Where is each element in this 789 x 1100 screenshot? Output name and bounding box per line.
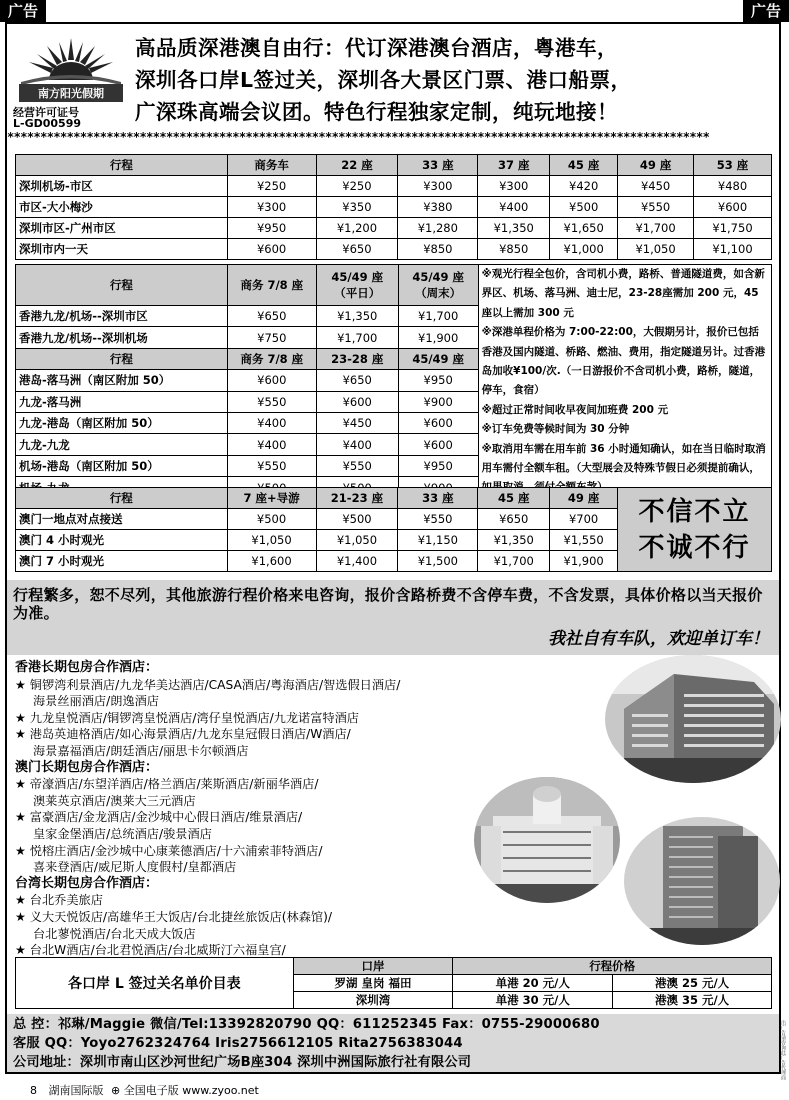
table-row bbox=[16, 239, 772, 260]
tw-hotels-title: 台湾长期包房合作酒店： bbox=[15, 875, 159, 891]
note: ※订车免费等候时间为 30 分钟 bbox=[481, 423, 630, 436]
license-label: 经营许可证号 bbox=[13, 106, 79, 119]
route-cell: 九龙-九龙 bbox=[16, 434, 228, 455]
slogan-line: 不信不立 bbox=[638, 496, 751, 527]
route-cell: 九龙-港岛（南区附加 50） bbox=[16, 413, 228, 434]
price-cell: ¥1,550 bbox=[550, 530, 618, 551]
note: ※取消用车需在用车前 36 小时通知确认，如在当日临时取消用车需付全额车租。（大型展会及特殊节假日必须提前确认， bbox=[481, 442, 766, 475]
col-header: 商务车 bbox=[227, 155, 316, 176]
price-cell: ¥400 bbox=[316, 434, 398, 455]
col-header: 45 座 bbox=[550, 155, 618, 176]
note: ※深港单程价格为 7:00-22:00，大假期另计，报价已包括香港及国内隧道、桥路、燃油、费用，指定隧道另计。过香港岛加收¥100/次.（一日游报价不含司机小费，路桥，隧道，停车，食宿） bbox=[481, 326, 766, 397]
price-cell: ¥450 bbox=[316, 413, 398, 434]
list-item: ★ 台北W酒店/台北君悦酒店/台北威斯汀六福皇宫/ bbox=[15, 943, 286, 958]
price-cell: ¥550 bbox=[398, 509, 478, 530]
price-cell: 单港 30 元/人 bbox=[453, 992, 613, 1009]
col-header: 7 座+导游 bbox=[227, 488, 316, 509]
macau-price-table bbox=[15, 487, 772, 572]
price-cell: ¥400 bbox=[478, 197, 550, 218]
col-header: 49 座 bbox=[618, 155, 694, 176]
price-cell: ¥1,900 bbox=[398, 327, 478, 348]
mo-hotels-title: 澳门长期包房合作酒店： bbox=[15, 759, 159, 775]
col-header: 行程 bbox=[16, 265, 228, 306]
price-cell: ¥1,650 bbox=[550, 218, 618, 239]
price-cell: ¥1,750 bbox=[694, 218, 772, 239]
route-cell: 港岛-落马洲（南区附加 50） bbox=[16, 370, 228, 391]
price-cell: ¥1,050 bbox=[316, 530, 398, 551]
globe-icon: ⊕ bbox=[111, 1084, 121, 1097]
hotel-photo-macau bbox=[473, 776, 621, 904]
headline-line: 高品质深港澳自由行：代订深港澳台酒店，粤港车， bbox=[135, 36, 618, 60]
price-cell: ¥1,600 bbox=[227, 551, 316, 572]
table-header-row bbox=[16, 155, 772, 176]
route-cell: 香港九龙/机场--深圳市区 bbox=[16, 305, 228, 326]
hongkong-price-table bbox=[15, 264, 772, 499]
price-cell: ¥400 bbox=[227, 413, 316, 434]
price-cell: ¥950 bbox=[227, 218, 316, 239]
col-header: 22 座 bbox=[316, 155, 398, 176]
price-cell: 单港 20 元/人 bbox=[453, 975, 613, 992]
price-cell: ¥500 bbox=[227, 509, 316, 530]
col-header: 行程 bbox=[16, 155, 228, 176]
price-cell: ¥600 bbox=[398, 434, 478, 455]
route-cell: 九龙-落马洲 bbox=[16, 391, 228, 412]
header bbox=[7, 24, 779, 142]
col-header: 21-23 座 bbox=[316, 488, 398, 509]
price-cell: ¥1,700 bbox=[316, 327, 398, 348]
page-footer bbox=[30, 1082, 259, 1098]
route-cell: 市区-大小梅沙 bbox=[16, 197, 228, 218]
col-header: 37 座 bbox=[478, 155, 550, 176]
price-cell: ¥450 bbox=[618, 176, 694, 197]
price-cell: ¥600 bbox=[227, 370, 316, 391]
price-cell: ¥250 bbox=[227, 176, 316, 197]
price-cell: ¥850 bbox=[478, 239, 550, 260]
l-visa-title: 各口岸 L 签过关名单价目表 bbox=[16, 958, 294, 1009]
headline-line: 广深珠高端会议团。特色行程独家定制，纯玩地接！ bbox=[135, 100, 618, 124]
route-cell: 澳门一地点对点接送 bbox=[16, 509, 228, 530]
list-item: 皇家金堡酒店/总统酒店/骏景酒店 bbox=[33, 826, 212, 841]
price-cell: ¥550 bbox=[618, 197, 694, 218]
route-cell: 澳门 4 小时观光 bbox=[16, 530, 228, 551]
list-item: 喜来登酒店/威尼斯人度假村/皇都酒店 bbox=[33, 860, 237, 875]
hk-hotels-title: 香港长期包房合作酒店： bbox=[15, 660, 159, 675]
price-cell: ¥1,100 bbox=[694, 239, 772, 260]
slogan-cell bbox=[618, 488, 772, 572]
notice-band bbox=[7, 580, 779, 655]
side-note: 出广告请咨询此广告代理商 bbox=[780, 1020, 786, 1080]
list-item: ★ 悦榕庄酒店/金沙城中心康莱德酒店/十六浦索菲特酒店/ bbox=[15, 843, 323, 858]
price-cell: ¥1,350 bbox=[478, 530, 550, 551]
price-cell: 港澳 25 元/人 bbox=[613, 975, 772, 992]
col-header: 行程价格 bbox=[453, 958, 772, 975]
col-header-line: 45/49 座 bbox=[412, 269, 465, 284]
price-cell: ¥1,350 bbox=[478, 218, 550, 239]
ad-label-left: 广告 bbox=[0, 0, 46, 22]
price-cell: ¥480 bbox=[694, 176, 772, 197]
price-cell: ¥420 bbox=[550, 176, 618, 197]
list-item: ★ 铜锣湾利景酒店/九龙华美达酒店/CASA酒店/粤海酒店/智选假日酒店/ bbox=[15, 677, 401, 692]
headline bbox=[135, 32, 775, 128]
note: ※观光行程全包价，含司机小费，路桥、普通隧道费，如含新界区、机场、落马洲、迪士尼，23-28座需加 200 元，45 座以上需加 300 元 bbox=[481, 268, 765, 319]
price-cell: ¥380 bbox=[398, 197, 478, 218]
table-header-row bbox=[16, 265, 772, 306]
price-cell: ¥300 bbox=[398, 176, 478, 197]
contact-band bbox=[7, 1014, 779, 1072]
shenzhen-price-table bbox=[15, 154, 772, 260]
col-header: 49 座 bbox=[550, 488, 618, 509]
table-row bbox=[16, 197, 772, 218]
list-item: ★ 九龙皇悦酒店/铜锣湾皇悦酒店/湾仔皇悦酒店/九龙诺富特酒店 bbox=[15, 710, 359, 725]
contact-line: 客服 QQ：Yoyo2762324764 Iris2756612105 Rita2756383044 bbox=[13, 1036, 463, 1051]
price-cell: ¥1,150 bbox=[398, 530, 478, 551]
logo-name: 南方阳光假期 bbox=[19, 84, 123, 102]
list-item: 澳莱英京酒店/澳莱大三元酒店 bbox=[33, 793, 196, 808]
list-item: 海景丝丽酒店/朗逸酒店 bbox=[33, 694, 159, 709]
col-header-line: （平日） bbox=[334, 285, 381, 300]
note: ※超过正常时间收早夜间加班费 200 元 bbox=[481, 403, 669, 416]
price-cell: ¥600 bbox=[694, 197, 772, 218]
col-header: 行程 bbox=[16, 488, 228, 509]
route-cell: 澳门 7 小时观光 bbox=[16, 551, 228, 572]
price-cell: ¥1,400 bbox=[316, 551, 398, 572]
list-item: ★ 台北乔美旅店 bbox=[15, 893, 103, 908]
price-cell: ¥500 bbox=[316, 509, 398, 530]
price-cell: ¥1,700 bbox=[478, 551, 550, 572]
table-row bbox=[16, 218, 772, 239]
price-cell: ¥250 bbox=[316, 176, 398, 197]
port-cell: 罗湖 皇岗 福田 bbox=[293, 975, 453, 992]
route-cell: 深圳市内一天 bbox=[16, 239, 228, 260]
price-cell: ¥650 bbox=[478, 509, 550, 530]
list-item: 台北蓼悦酒店/台北天成大饭店 bbox=[33, 926, 196, 941]
ad-label-right: 广告 bbox=[743, 0, 789, 22]
price-cell: ¥1,500 bbox=[398, 551, 478, 572]
contact-line: 总 控：祁琳/Maggie 微信/Tel:13392820790 QQ：611252345 Fax：0755-29000680 bbox=[13, 1017, 600, 1032]
port-cell: 深圳湾 bbox=[293, 992, 453, 1009]
col-header: 33 座 bbox=[398, 488, 478, 509]
site-label: 全国电子版 www.zyoo.net bbox=[123, 1084, 259, 1097]
price-cell: ¥300 bbox=[227, 197, 316, 218]
price-cell: ¥500 bbox=[550, 197, 618, 218]
price-cell: ¥750 bbox=[227, 327, 316, 348]
list-item: ★ 帝濠酒店/东望洋酒店/格兰酒店/莱斯酒店/新丽华酒店/ bbox=[15, 777, 319, 792]
col-header bbox=[398, 265, 478, 306]
col-header bbox=[316, 265, 398, 306]
price-cell: ¥1,700 bbox=[618, 218, 694, 239]
price-cell: ¥1,700 bbox=[398, 305, 478, 326]
list-item: ★ 义大天悦饭店/高雄华王大饭店/台北捷丝旅饭店(林森馆)/ bbox=[15, 909, 332, 924]
price-cell: ¥1,350 bbox=[316, 305, 398, 326]
route-cell: 香港九龙/机场--深圳机场 bbox=[16, 327, 228, 348]
col-header: 23-28 座 bbox=[316, 348, 398, 369]
route-cell: 机场-港岛（南区附加 50） bbox=[16, 455, 228, 476]
price-cell: ¥1,050 bbox=[618, 239, 694, 260]
price-cell: ¥550 bbox=[316, 455, 398, 476]
l-visa-price-table bbox=[15, 957, 772, 1009]
price-cell: ¥900 bbox=[398, 391, 478, 412]
price-cell: ¥650 bbox=[316, 239, 398, 260]
col-header: 口岸 bbox=[293, 958, 453, 975]
price-cell: ¥550 bbox=[227, 455, 316, 476]
notice-text: 行程繁多，恕不尽列，其他旅游行程价格来电咨询，报价含路桥费不含停车费，不含发票，具体价格以当天报价为准。 bbox=[13, 586, 763, 622]
price-cell: ¥1,900 bbox=[550, 551, 618, 572]
fleet-slogan: 我社自有车队，欢迎单订车！ bbox=[548, 629, 769, 649]
price-cell: ¥350 bbox=[316, 197, 398, 218]
col-header-line: 45/49 座 bbox=[331, 269, 384, 284]
hotel-photo-taiwan bbox=[623, 816, 781, 946]
col-header: 45/49 座 bbox=[398, 348, 478, 369]
list-item: 海景嘉福酒店/朗廷酒店/丽思卡尔顿酒店 bbox=[33, 743, 249, 758]
price-cell: ¥600 bbox=[398, 413, 478, 434]
page-number: 8 bbox=[30, 1084, 37, 1097]
col-header: 53 座 bbox=[694, 155, 772, 176]
table-row bbox=[16, 176, 772, 197]
col-header-line: （周末） bbox=[415, 285, 462, 300]
notes-cell bbox=[478, 265, 771, 499]
price-cell: ¥1,200 bbox=[316, 218, 398, 239]
table-header-row bbox=[16, 958, 772, 975]
price-cell: 港澳 35 元/人 bbox=[613, 992, 772, 1009]
price-cell: ¥950 bbox=[398, 455, 478, 476]
route-cell: 深圳市区-广州市区 bbox=[16, 218, 228, 239]
list-item: ★ 富豪酒店/金龙酒店/金沙城中心假日酒店/维景酒店/ bbox=[15, 810, 303, 825]
price-cell: ¥850 bbox=[398, 239, 478, 260]
price-cell: ¥950 bbox=[398, 370, 478, 391]
price-cell: ¥600 bbox=[227, 239, 316, 260]
col-header: 商务 7/8 座 bbox=[227, 265, 316, 306]
price-cell: ¥400 bbox=[227, 434, 316, 455]
ad-frame bbox=[5, 22, 781, 1074]
price-cell: ¥1,000 bbox=[550, 239, 618, 260]
hotel-photo-hk bbox=[604, 654, 782, 784]
col-header: 33 座 bbox=[398, 155, 478, 176]
price-cell: ¥650 bbox=[227, 305, 316, 326]
price-cell: ¥300 bbox=[478, 176, 550, 197]
price-cell: ¥600 bbox=[316, 391, 398, 412]
table-header-row bbox=[16, 488, 772, 509]
star-divider: ********************************************************************************************************** bbox=[7, 132, 710, 142]
price-cell: ¥650 bbox=[316, 370, 398, 391]
license-number: L-GD00599 bbox=[13, 117, 82, 130]
price-cell: ¥1,280 bbox=[398, 218, 478, 239]
headline-line: 深圳各口岸L签过关，深圳各大景区门票、港口船票， bbox=[135, 68, 632, 92]
col-header: 行程 bbox=[16, 348, 228, 369]
price-cell: ¥1,050 bbox=[227, 530, 316, 551]
price-cell: ¥700 bbox=[550, 509, 618, 530]
slogan-line: 不诚不行 bbox=[638, 532, 751, 563]
col-header: 商务 7/8 座 bbox=[227, 348, 316, 369]
sun-logo-icon bbox=[17, 32, 125, 92]
route-cell: 深圳机场-市区 bbox=[16, 176, 228, 197]
price-cell: ¥550 bbox=[227, 391, 316, 412]
contact-line: 公司地址：深圳市南山区沙河世纪广场B座304 深圳中洲国际旅行社有限公司 bbox=[13, 1055, 472, 1070]
col-header: 45 座 bbox=[478, 488, 550, 509]
list-item: ★ 港岛英迪格酒店/如心海景酒店/九龙东皇冠假日酒店/W酒店/ bbox=[15, 727, 351, 742]
edition-label: 湖南国际版 bbox=[48, 1084, 104, 1097]
